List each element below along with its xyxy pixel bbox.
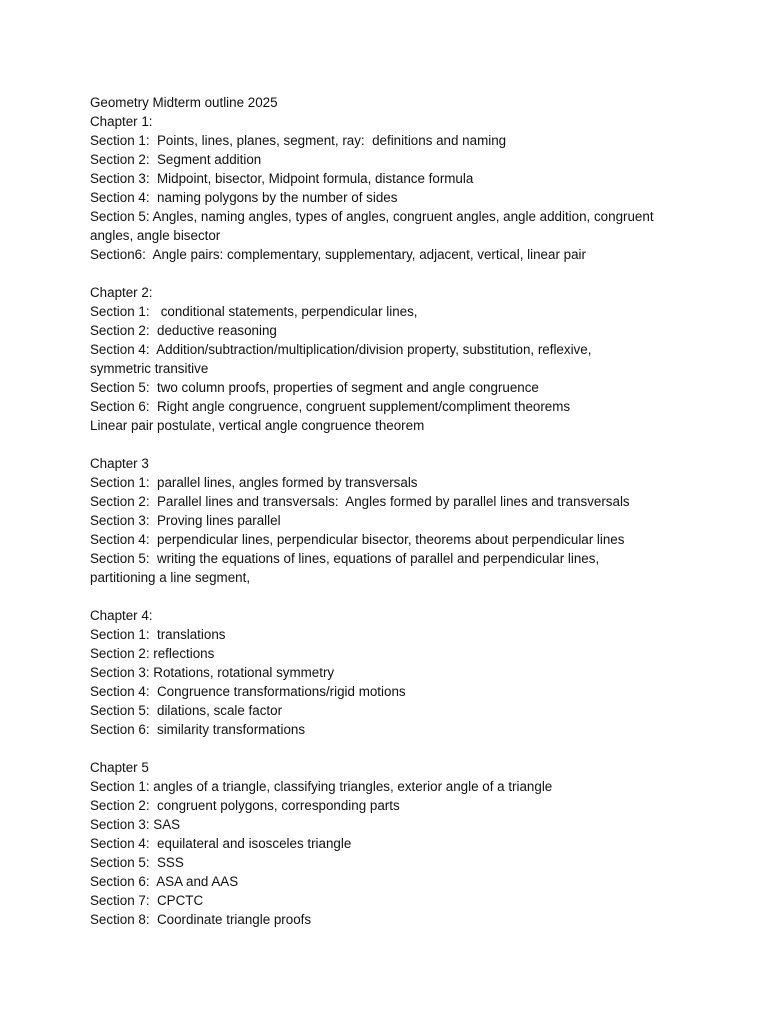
section-line: Section 7: CPCTC (90, 893, 204, 908)
section-line: Section 6: ASA and AAS (90, 874, 239, 889)
section-line: Section 8: Coordinate triangle proofs (90, 912, 312, 927)
chapter-3 (90, 454, 690, 587)
section-line: Section 5: writing the equations of lines, equations of parallel and perpendicular lines, (90, 551, 600, 566)
chapter-heading: Chapter 3 (90, 456, 149, 471)
section-line: Section 1: translations (90, 627, 226, 642)
section-line: Section 6: similarity transformations (90, 722, 306, 737)
section-line: Section 1: conditional statements, perpendicular lines, (90, 304, 418, 319)
section-line: Section 5: SSS (90, 855, 184, 870)
section-line: Section 3: Proving lines parallel (90, 513, 281, 528)
document-page (90, 93, 690, 929)
chapter-heading: Chapter 1: (90, 114, 153, 129)
section-line: Section 2: Segment addition (90, 152, 262, 167)
chapter-2 (90, 283, 690, 435)
section-line: Section 5: two column proofs, properties of segment and angle congruence (90, 380, 539, 395)
chapter-5 (90, 758, 690, 929)
section-line: Section 1: angles of a triangle, classifying triangles, exterior angle of a triangle (90, 779, 553, 794)
chapter-heading: Chapter 5 (90, 760, 149, 775)
section-line: Section 4: naming polygons by the number of sides (90, 190, 398, 205)
section-line: Section 2: deductive reasoning (90, 323, 277, 338)
section-line: Section 1: parallel lines, angles formed by transversals (90, 475, 418, 490)
section-line: Section 3: Rotations, rotational symmetry (90, 665, 335, 680)
section-line: angles, angle bisector (90, 228, 221, 243)
section-line: Section 3: SAS (90, 817, 181, 832)
chapter-1 (90, 112, 690, 264)
chapter-4 (90, 606, 690, 739)
section-line: Section 4: perpendicular lines, perpendicular bisector, theorems about perpendicular lines (90, 532, 625, 547)
blank-line (90, 264, 690, 283)
section-line: Section 5: Angles, naming angles, types of angles, congruent angles, angle addition, congruent (90, 209, 654, 224)
document-title: Geometry Midterm outline 2025 (90, 95, 278, 110)
blank-line (90, 435, 690, 454)
section-line: Section 6: Right angle congruence, congruent supplement/compliment theorems (90, 399, 571, 414)
section-line: symmetric transitive (90, 361, 209, 376)
section-line: Section 4: Congruence transformations/rigid motions (90, 684, 406, 699)
chapter-heading: Chapter 4: (90, 608, 153, 623)
chapter-heading: Chapter 2: (90, 285, 153, 300)
section-line: Section 2: congruent polygons, corresponding parts (90, 798, 400, 813)
section-line: Section 4: equilateral and isosceles triangle (90, 836, 352, 851)
section-line: Section 2: reflections (90, 646, 215, 661)
section-line: partitioning a line segment, (90, 570, 251, 585)
blank-line (90, 739, 690, 758)
section-line: Section 1: Points, lines, planes, segment, ray: definitions and naming (90, 133, 507, 148)
section-line: Linear pair postulate, vertical angle congruence theorem (90, 418, 425, 433)
blank-line (90, 587, 690, 606)
section-line: Section 3: Midpoint, bisector, Midpoint formula, distance formula (90, 171, 474, 186)
section-line: Section 5: dilations, scale factor (90, 703, 283, 718)
section-line: Section6: Angle pairs: complementary, supplementary, adjacent, vertical, linear pair (90, 247, 586, 262)
section-line: Section 4: Addition/subtraction/multiplication/division property, substitution, reflexive, (90, 342, 592, 357)
section-line: Section 2: Parallel lines and transversals: Angles formed by parallel lines and transversals (90, 494, 630, 509)
